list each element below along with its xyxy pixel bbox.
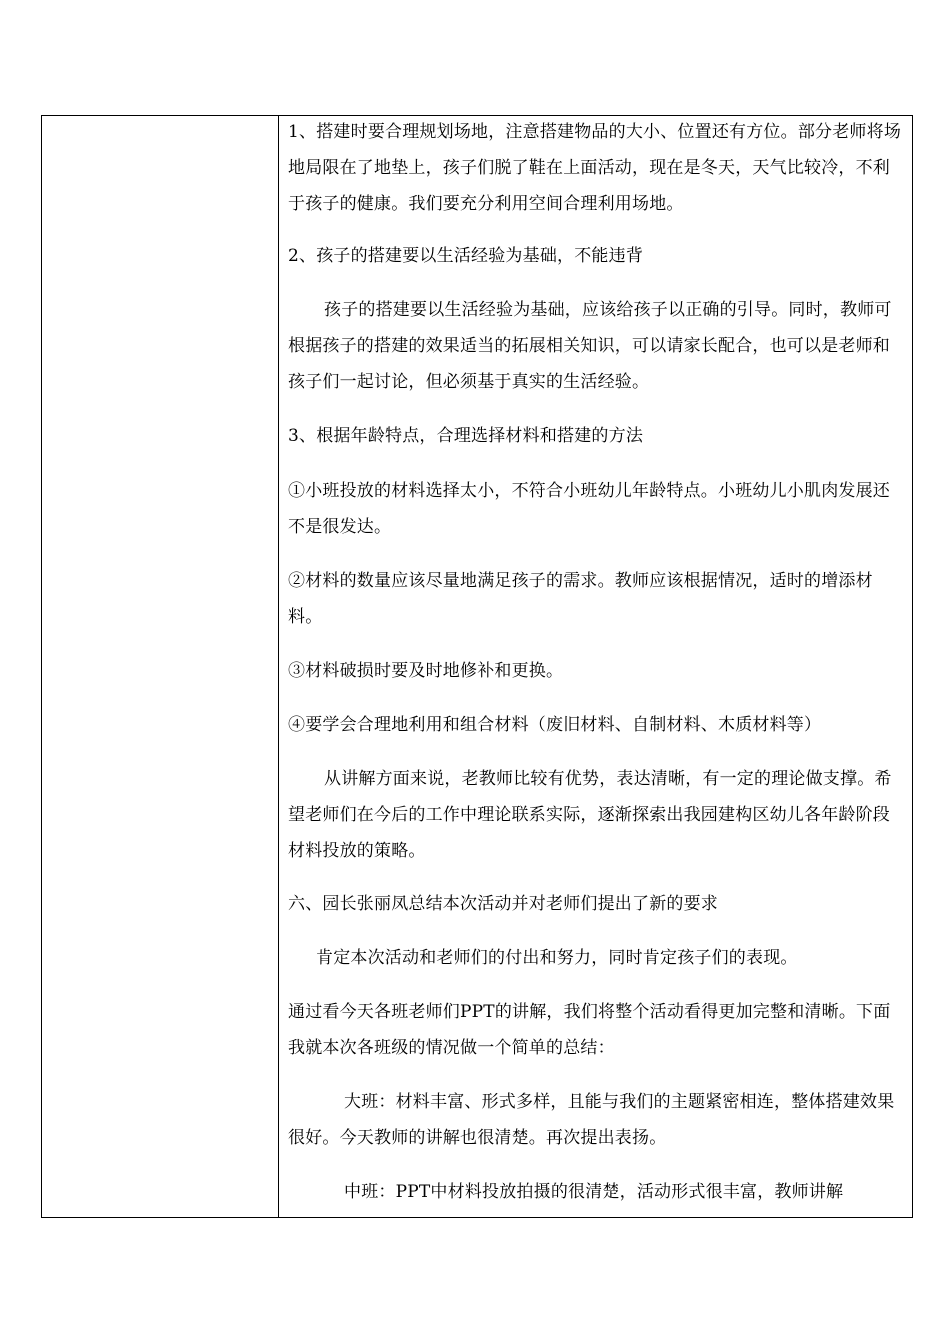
paragraph-11: 肯定本次活动和老师们的付出和努力，同时肯定孩子们的表现。 (316, 948, 798, 968)
content-table (41, 115, 913, 1218)
paragraph-10: 六、园长张丽凤总结本次活动并对老师们提出了新的要求 (288, 894, 718, 914)
paragraph-12: 通过看今天各班老师们PPT的讲解，我们将整个活动看得更加完整和清晰。下面我就本次各班级的情况做一个简单的总结： (288, 1002, 891, 1058)
paragraph-3: 孩子的搭建要以生活经验为基础，应该给孩子以正确的引导。同时，教师可根据孩子的搭建的效果适当的拓展相关知识，可以请家长配合，也可以是老师和孩子们一起讨论，但必须基于真实的生活经验。 (288, 300, 892, 392)
table-right-cell (279, 116, 912, 1217)
paragraph-1: 1、搭建时要合理规划场地，注意搭建物品的大小、位置还有方位。部分老师将场地局限在了地垫上，孩子们脱了鞋在上面活动，现在是冬天，天气比较冷，不利于孩子的健康。我们要充分利用空间合理利用场地。 (288, 122, 902, 214)
paragraph-13: 大班：材料丰富、形式多样，且能与我们的主题紧密相连，整体搭建效果很好。今天教师的讲解也很清楚。再次提出表扬。 (288, 1092, 895, 1148)
table-left-cell (42, 116, 279, 1217)
paragraph-9: 从讲解方面来说，老教师比较有优势，表达清晰，有一定的理论做支撑。希望老师们在今后的工作中理论联系实际，逐渐探索出我园建构区幼儿各年龄阶段材料投放的策略。 (288, 769, 892, 861)
paragraph-2: 2、孩子的搭建要以生活经验为基础，不能违背 (288, 246, 644, 266)
paragraph-5: ①小班投放的材料选择太小，不符合小班幼儿年龄特点。小班幼儿小肌肉发展还不是很发达。 (288, 481, 890, 537)
paragraph-14: 中班：PPT中材料投放拍摄的很清楚，活动形式很丰富，教师讲解 (344, 1182, 844, 1202)
paragraph-6: ②材料的数量应该尽量地满足孩子的需求。教师应该根据情况，适时的增添材料。 (288, 571, 873, 627)
paragraph-8: ④要学会合理地利用和组合材料（废旧材料、自制材料、木质材料等） (288, 715, 822, 735)
paragraph-7: ③材料破损时要及时地修补和更换。 (288, 661, 564, 681)
paragraph-4: 3、根据年龄特点，合理选择材料和搭建的方法 (288, 426, 644, 446)
